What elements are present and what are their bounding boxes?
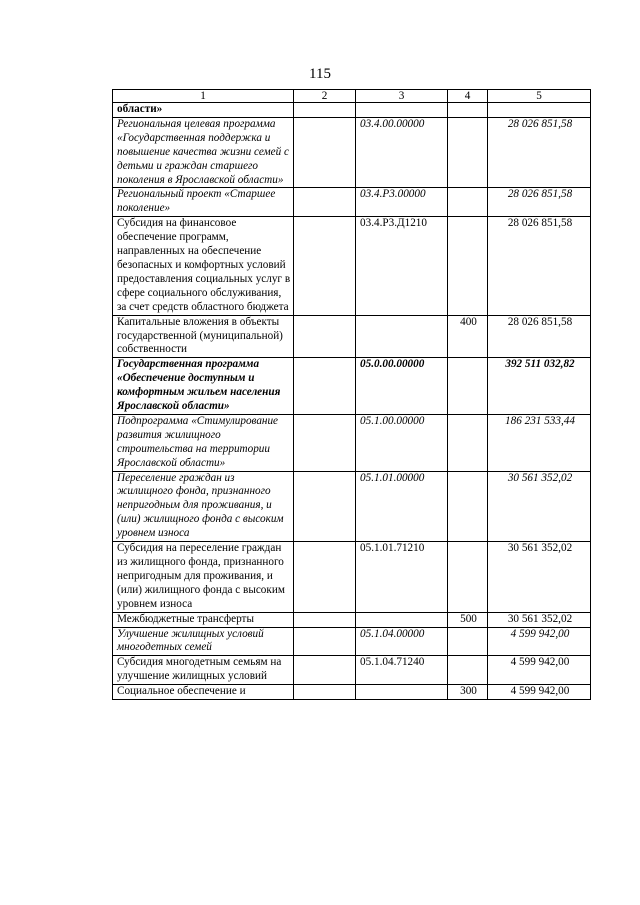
amount-cell <box>488 103 591 118</box>
table-row <box>113 103 591 118</box>
item-name-cell: Субсидия на финансовое обеспечение программ, направленных на обеспечение безопасных и комфортных условий предоставления социальных услуг в сфере социального обслуживания, за счет средств областного бюджета <box>113 217 294 315</box>
expense-type-code-cell <box>448 358 488 415</box>
amount-cell: 28 026 851,58 <box>488 117 591 188</box>
budget-table <box>112 89 591 700</box>
expense-type-code-cell: 300 <box>448 685 488 700</box>
table-row <box>113 188 591 217</box>
header-col-3: 3 <box>356 90 448 103</box>
item-name-cell: Подпрограмма «Стимулирование развития жилищного строительства на территории Ярославской области» <box>113 414 294 471</box>
section-code-cell <box>294 685 356 700</box>
section-code-cell <box>294 627 356 656</box>
section-code-cell <box>294 414 356 471</box>
expense-type-code-cell: 500 <box>448 612 488 627</box>
target-article-code-cell: 03.4.00.00000 <box>356 117 448 188</box>
target-article-code-cell: 05.1.04.71240 <box>356 656 448 685</box>
table-row <box>113 627 591 656</box>
item-name-cell: Субсидия многодетным семьям на улучшение жилищных условий <box>113 656 294 685</box>
item-name-cell: Межбюджетные трансферты <box>113 612 294 627</box>
amount-cell: 28 026 851,58 <box>488 217 591 315</box>
amount-cell: 4 599 942,00 <box>488 685 591 700</box>
table-row <box>113 471 591 542</box>
table-row <box>113 542 591 613</box>
expense-type-code-cell <box>448 656 488 685</box>
expense-type-code-cell <box>448 217 488 315</box>
section-code-cell <box>294 188 356 217</box>
expense-type-code-cell <box>448 542 488 613</box>
target-article-code-cell: 05.1.00.00000 <box>356 414 448 471</box>
expense-type-code-cell <box>448 471 488 542</box>
table-row <box>113 117 591 188</box>
section-code-cell <box>294 315 356 358</box>
header-col-2: 2 <box>294 90 356 103</box>
target-article-code-cell: 05.1.01.00000 <box>356 471 448 542</box>
amount-cell: 4 599 942,00 <box>488 656 591 685</box>
table-row <box>113 315 591 358</box>
expense-type-code-cell <box>448 188 488 217</box>
header-col-5: 5 <box>488 90 591 103</box>
table-row <box>113 414 591 471</box>
page-number: 115 <box>309 66 331 82</box>
section-code-cell <box>294 103 356 118</box>
item-name-cell: Региональный проект «Старшее поколение» <box>113 188 294 217</box>
section-code-cell <box>294 117 356 188</box>
amount-cell: 28 026 851,58 <box>488 315 591 358</box>
item-name-cell: области» <box>113 103 294 118</box>
amount-cell: 30 561 352,02 <box>488 542 591 613</box>
item-name-cell: Региональная целевая программа «Государственная поддержка и повышение качества жизни семей с детьми и граждан старшего поколения в Ярославской области» <box>113 117 294 188</box>
item-name-cell: Капитальные вложения в объекты государственной (муниципальной) собственности <box>113 315 294 358</box>
section-code-cell <box>294 612 356 627</box>
amount-cell: 392 511 032,82 <box>488 358 591 415</box>
target-article-code-cell: 05.1.01.71210 <box>356 542 448 613</box>
target-article-code-cell <box>356 315 448 358</box>
expense-type-code-cell: 400 <box>448 315 488 358</box>
header-col-4: 4 <box>448 90 488 103</box>
amount-cell: 30 561 352,02 <box>488 471 591 542</box>
section-code-cell <box>294 358 356 415</box>
item-name-cell: Улучшение жилищных условий многодетных семей <box>113 627 294 656</box>
table-header <box>113 90 591 103</box>
target-article-code-cell: 05.0.00.00000 <box>356 358 448 415</box>
table-row <box>113 217 591 315</box>
expense-type-code-cell <box>448 414 488 471</box>
table-row <box>113 612 591 627</box>
target-article-code-cell: 03.4.Р3.Д1210 <box>356 217 448 315</box>
section-code-cell <box>294 217 356 315</box>
target-article-code-cell <box>356 612 448 627</box>
table-body <box>113 103 591 700</box>
table-row <box>113 656 591 685</box>
target-article-code-cell: 03.4.Р3.00000 <box>356 188 448 217</box>
amount-cell: 30 561 352,02 <box>488 612 591 627</box>
section-code-cell <box>294 542 356 613</box>
section-code-cell <box>294 656 356 685</box>
item-name-cell: Социальное обеспечение и <box>113 685 294 700</box>
section-code-cell <box>294 471 356 542</box>
target-article-code-cell <box>356 685 448 700</box>
target-article-code-cell: 05.1.04.00000 <box>356 627 448 656</box>
amount-cell: 4 599 942,00 <box>488 627 591 656</box>
table-row <box>113 685 591 700</box>
expense-type-code-cell <box>448 627 488 656</box>
expense-type-code-cell <box>448 117 488 188</box>
amount-cell: 28 026 851,58 <box>488 188 591 217</box>
header-row <box>113 90 591 103</box>
header-col-1: 1 <box>113 90 294 103</box>
expense-type-code-cell <box>448 103 488 118</box>
item-name-cell: Переселение граждан из жилищного фонда, признанного непригодным для проживания, и (или) жилищного фонда с высоким уровнем износа <box>113 471 294 542</box>
item-name-cell: Субсидия на переселение граждан из жилищного фонда, признанного непригодным для проживания, и (или) жилищного фонда с высоким уровнем износа <box>113 542 294 613</box>
amount-cell: 186 231 533,44 <box>488 414 591 471</box>
target-article-code-cell <box>356 103 448 118</box>
table-row <box>113 358 591 415</box>
item-name-cell: Государственная программа «Обеспечение доступным и комфортным жильем населения Ярославской области» <box>113 358 294 415</box>
